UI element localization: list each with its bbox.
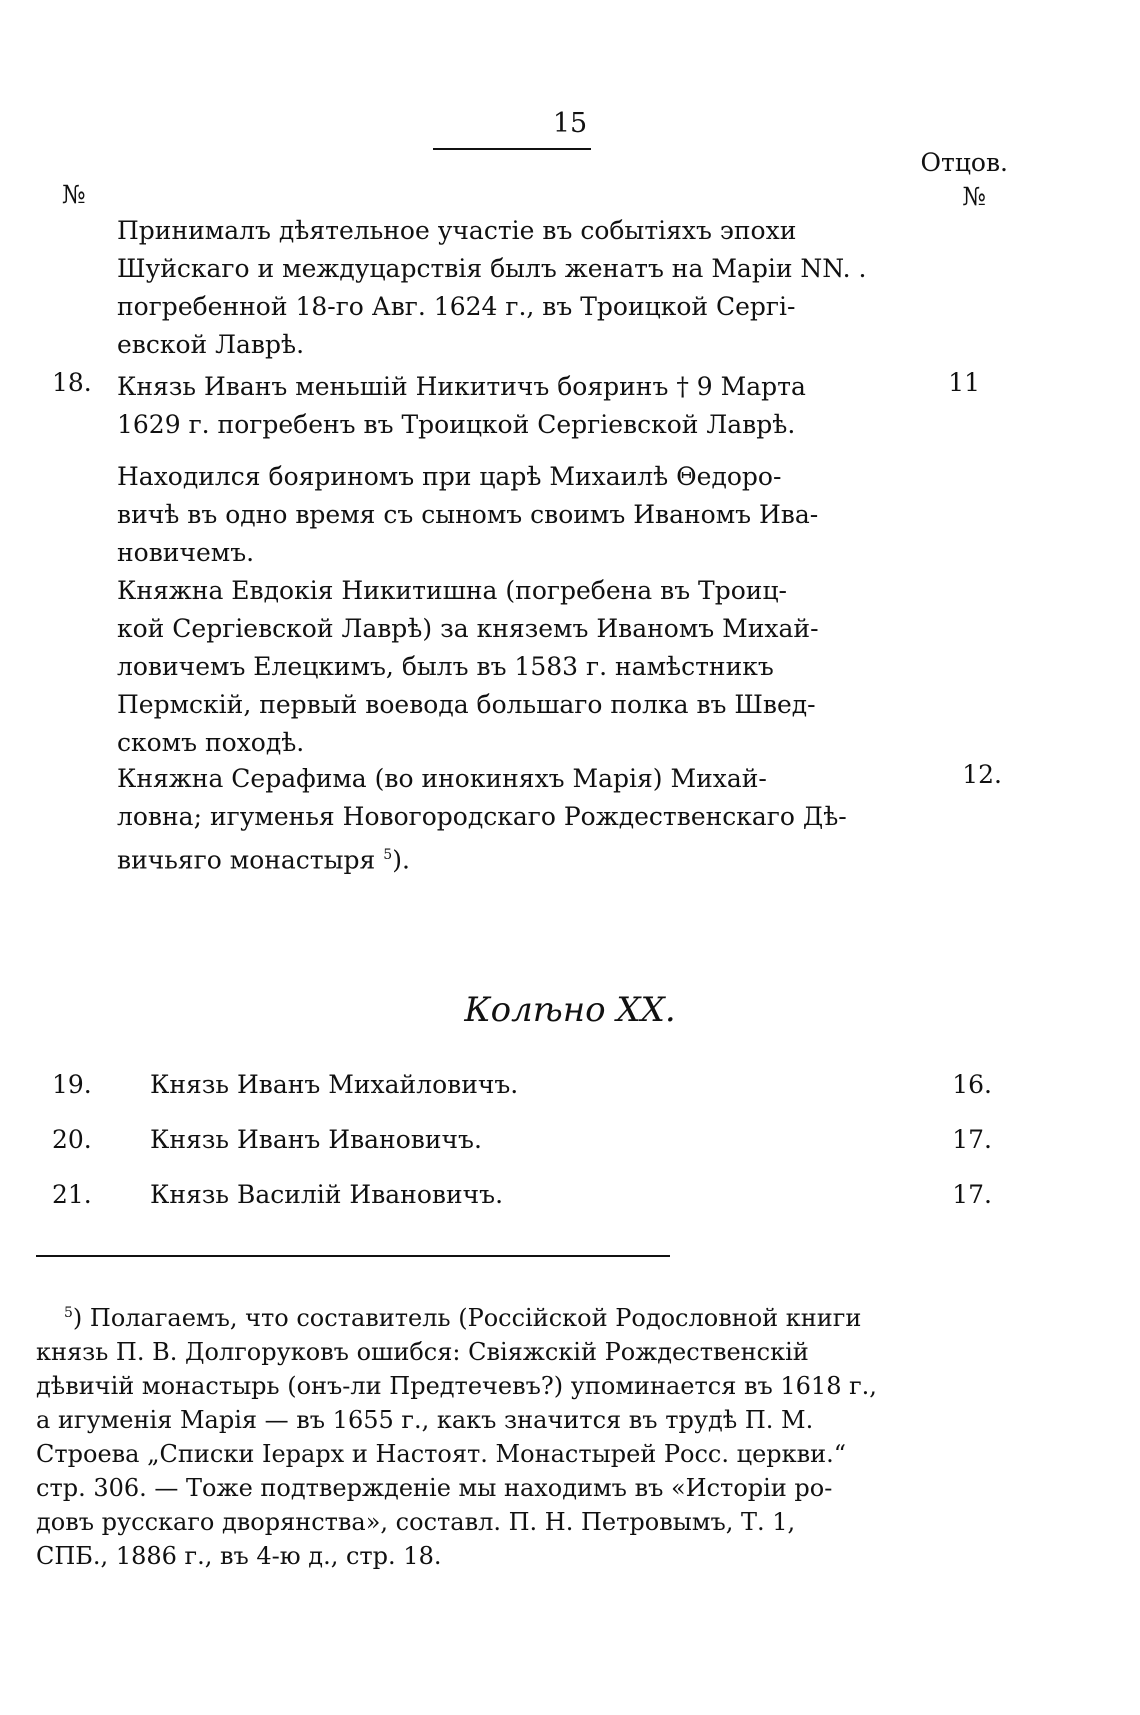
text-line: Пермскій, первый воевода большаго полка въ Швед-: [117, 690, 816, 719]
text-line: ловна; игуменья Новогородскаго Рождественскаго Дѣ-: [117, 802, 847, 831]
row-ref: 17.: [952, 1180, 992, 1209]
footnote-line: Строева „Списки Іерарх и Настоят. Монастырей Росс. церкви.“: [36, 1440, 847, 1468]
footnote-line: стр. 306. — Тоже подтвержденіе мы находимъ въ «Исторіи ро-: [36, 1474, 833, 1502]
text-line: евской Лаврѣ.: [117, 330, 305, 359]
footnote-line: князь П. В. Долгоруковъ ошибся: Свіяжскій Рождественскій: [36, 1338, 809, 1366]
header-right-label: [921, 146, 1008, 214]
text-line: Шуйскаго и междуцарствія былъ женатъ на Маріи NN. .: [117, 254, 867, 283]
text-line-content: вичьяго монастыря: [117, 845, 376, 875]
text-line-tail: ).: [392, 845, 410, 875]
header-fathers-number-label: №: [962, 182, 986, 211]
text-line: [117, 836, 907, 879]
row-name: Князь Иванъ Михайловичъ.: [150, 1070, 519, 1099]
footnote-line: дѣвичій монастырь (онъ-ли Предтечевъ?) упоминается въ 1618 г.,: [36, 1372, 877, 1400]
footnote-line: [36, 1296, 991, 1335]
row-ref: 16.: [952, 1070, 992, 1099]
footnote-first-line: ) Полагаемъ, что составитель (Россійской Родословной книги: [72, 1304, 862, 1332]
text-line: Княжна Серафима (во инокиняхъ Марія) Михай-: [117, 764, 767, 793]
text-line: Находился бояриномъ при царѣ Михаилѣ Θедоро-: [117, 462, 782, 491]
row-number: 19.: [52, 1070, 92, 1099]
row-name: Князь Иванъ Ивановичъ.: [150, 1125, 482, 1154]
paragraph-3: [117, 572, 907, 762]
footnote-line: а игуменія Марія — въ 1655 г., какъ значится въ трудѣ П. М.: [36, 1406, 814, 1434]
row-number: 21.: [52, 1180, 92, 1209]
text-line: вичѣ въ одно время съ сыномъ своимъ Иваномъ Ива-: [117, 500, 819, 529]
paragraph-2: [117, 458, 907, 572]
text-line: Княжна Евдокія Никитишна (погребена въ Троиц-: [117, 576, 787, 605]
entry-18-ref: 11: [948, 368, 980, 397]
text-line: кой Сергіевской Лаврѣ) за княземъ Иваномъ Михай-: [117, 614, 819, 643]
entry-18-text: [117, 368, 907, 444]
text-line: новичемъ.: [117, 538, 255, 567]
table-row: [52, 1125, 992, 1163]
page-number: 15: [552, 108, 588, 139]
text-line: ловичемъ Елецкимъ, былъ въ 1583 г. намѣстникъ: [117, 652, 774, 681]
row-name: Князь Василій Ивановичъ.: [150, 1180, 504, 1209]
footnote-marker: 5: [383, 847, 393, 863]
text-line: 1629 г. погребенъ въ Троицкой Сергіевской Лаврѣ.: [117, 410, 796, 439]
footnote-number: 5: [64, 1305, 73, 1321]
text-line: Принималъ дѣятельное участіе въ событіяхъ эпохи: [117, 216, 797, 245]
table-row: [52, 1070, 992, 1108]
paragraph-1: [117, 212, 907, 364]
footnote-rule: [36, 1255, 670, 1257]
paragraph-4: [117, 760, 907, 879]
section-heading: Колѣно XX.: [464, 990, 676, 1030]
text-line: скомъ походѣ.: [117, 728, 305, 757]
header-fathers-label: Отцов.: [920, 148, 1008, 177]
footnote-line: СПБ., 1886 г., въ 4-ю д., стр. 18.: [36, 1542, 442, 1570]
entry-18-number: 18.: [52, 368, 92, 397]
paragraph-4-ref: 12.: [962, 760, 1002, 789]
footnote-line: довъ русскаго дворянства», составл. П. Н. Петровымъ, Т. 1,: [36, 1508, 796, 1536]
text-line: погребенной 18-го Авг. 1624 г., въ Троицкой Сергі-: [117, 292, 796, 321]
table-row: [52, 1180, 992, 1218]
footnote: [36, 1296, 991, 1573]
row-ref: 17.: [952, 1125, 992, 1154]
page-number-rule: [433, 148, 591, 150]
row-number: 20.: [52, 1125, 92, 1154]
header-left-number-label: №: [62, 180, 86, 209]
text-line: Князь Иванъ меньшій Никитичъ бояринъ † 9 Марта: [117, 372, 806, 401]
